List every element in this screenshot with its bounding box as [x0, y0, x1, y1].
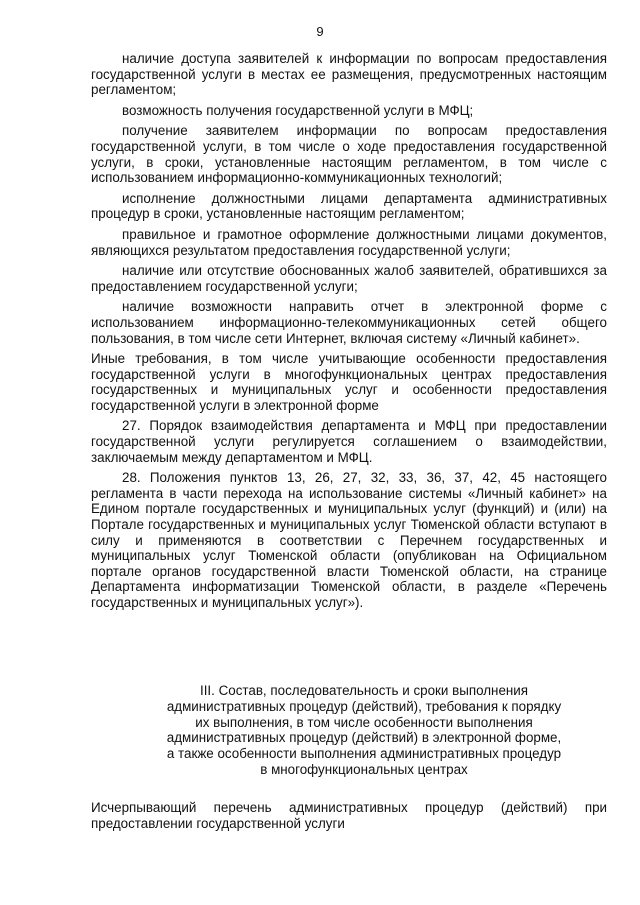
paragraph-27: 27. Порядок взаимодействия департамента и МФЦ при предоставлении государственной услуги регулируется соглашением о взаимодействии, заключаемым между департаментом и МФЦ. — [91, 418, 607, 465]
paragraph-info-access: наличие доступа заявителей к информации по вопросам предоставления государственной услуги в местах ее размещения, предусмотренных настоящим регламентом; — [91, 51, 607, 98]
page-number: 9 — [316, 24, 324, 39]
paragraph-procedures-list: Исчерпывающий перечень административных процедур (действий) при предоставлении государственной услуги — [91, 800, 607, 831]
section-heading-line: в многофункциональных центрах — [260, 761, 468, 777]
section-heading-line: а также особенности выполнения административных процедур — [166, 746, 562, 762]
paragraph-mfc-availability: возможность получения государственной услуги в МФЦ; — [122, 102, 474, 118]
paragraph-procedure-timing: исполнение должностными лицами департамента административных процедур в сроки, установленные настоящим регламентом; — [91, 190, 607, 222]
body-text — [91, 51, 607, 616]
section-heading-line: административных процедур (действий) в электронной форме, — [166, 730, 562, 746]
paragraph-electronic-report: наличие возможности направить отчет в электронной форме с использованием информационно-телекоммуникационных сетей общего пользования, в том числе сети Интернет, включая систему «Личный кабинет». — [91, 299, 607, 346]
paragraph-info-receipt: получение заявителем информации по вопросам предоставления государственной услуги, в том числе о ходе предоставления государственной услуги, в сроки, установленные настоящим регламентом, в том числе с использованием информационно-коммуникационных технологий; — [91, 123, 607, 186]
section-heading-line: III. Состав, последовательность и сроки выполнения — [199, 683, 529, 698]
section-heading-line: их выполнения, в том числе особенности выполнения — [195, 714, 533, 730]
paragraph-document-formatting: правильное и грамотное оформление должностными лицами документов, являющихся результатом предоставления государственной услуги; — [91, 226, 607, 258]
section-heading-line: административных процедур (действий), требования к порядку — [166, 698, 562, 714]
paragraph-other-requirements: Иные требования, в том числе учитывающие особенности предоставления государственной услуги в многофункциональных центрах предоставления государственных и муниципальных услуг и особенности предоставления государственной услуги в электронной форме — [91, 351, 607, 413]
section-heading — [91, 683, 607, 778]
paragraph-28: 28. Положения пунктов 13, 26, 27, 32, 33, 36, 37, 42, 45 настоящего регламента в части перехода на использование системы «Личный кабинет» на Едином портале государственных и муниципальных услуг (функций) и (или) на Портале государственных и муниципальных услуг Тюменской области вступают в силу и применяются в соответствии с Перечнем государственных и муниципальных услуг Тюменской области (опубликован на Официальном портале органов государственной власти Тюменской области, на странице Департамента информатизации Тюменской области, в разделе «Перечень государственных и муниципальных услуг»). — [91, 470, 607, 610]
paragraph-complaints: наличие или отсутствие обоснованных жалоб заявителей, обратившихся за предоставлением государственной услуги; — [91, 263, 607, 294]
